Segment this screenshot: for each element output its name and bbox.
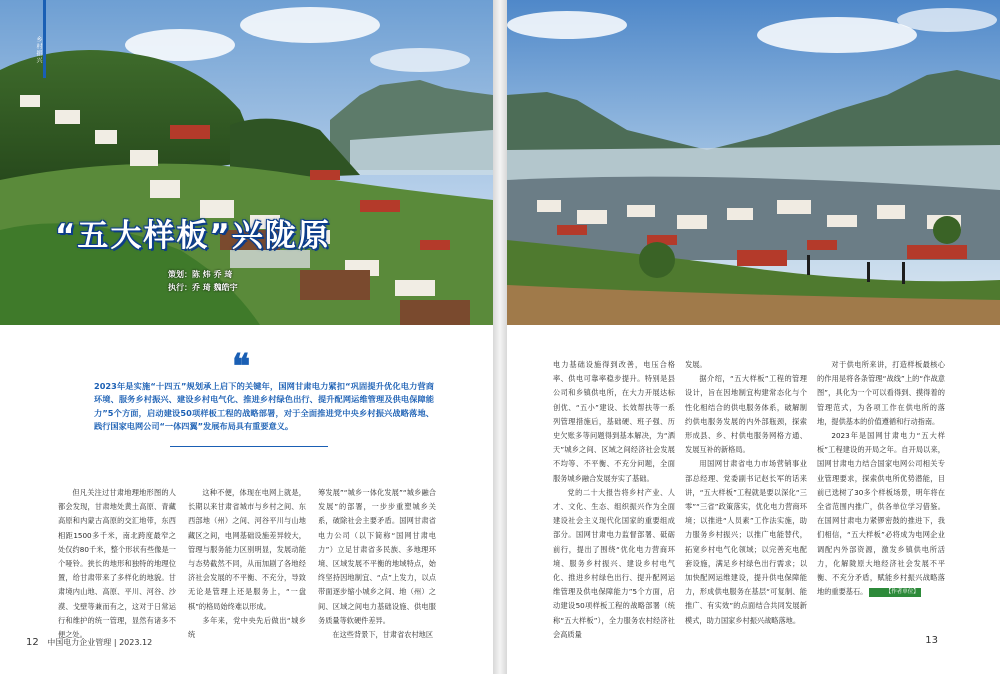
- article-title: “五大样板”兴陇原: [55, 218, 331, 254]
- quote-mark-icon: ❝: [232, 347, 251, 387]
- spine-gutter: [493, 0, 507, 674]
- paragraph: 对于供电所来讲，打造样板最核心的作用是将各条管理“战线”上的“作战意图”，具化为一个可以看得到、摸得着的管理范式，为各项工作在供电所的落地，提供基本的价值遵循和行动指南。: [817, 360, 945, 426]
- body-column-2: [188, 486, 306, 642]
- body-column-3: [318, 486, 436, 642]
- village-mountain-photo: [0, 0, 493, 325]
- right-hero-photo: [507, 0, 1000, 325]
- issue-date: 2023.12: [119, 638, 153, 647]
- page-footer-left: 12 中国电力企业管理 | 2023.12: [26, 637, 153, 648]
- body-column-6: [817, 358, 945, 599]
- body-column-5: [685, 358, 807, 628]
- paragraph: 但凡关注过甘肃地理地形图的人都会发现，甘肃地处黄土高原、青藏高原和内蒙古高原的交汇地带，东西相距1500多千米，南北跨度最窄之处仅约80千米，整个形状有些像是一个哑铃。狭长的地形和独特的地理位置，给甘肃带来了多样化的地貌。甘肃境内山地、高原、平川、河谷、沙漠、戈壁等兼而有之，这对于日常运行和维护的统一管理，显然有诸多不便之处。: [58, 488, 176, 640]
- executor-names: 乔 琦 魏皓宇: [192, 283, 238, 292]
- left-hero-photo: [0, 0, 493, 325]
- paragraph: 电力基础设施得到改善，电压合格率、供电可靠率稳步提升。特别是县公司和乡镇供电所，在大力开展达标创优、“五小”建设、长效帮扶等一系列管理措施后，基础硬、班子强、历史欠账多等问题得到基本解决，为“洒天”城乡之间、区域之间经济社会发展不均等、不平衡、不充分问题，全面服务城乡融合发展夯实了基础。: [553, 360, 675, 483]
- section-tag: 乡村振兴: [35, 36, 42, 64]
- paragraph: 在这些背景下，甘肃省农村地区: [332, 630, 434, 640]
- article-credits: [168, 268, 238, 294]
- right-page: [507, 0, 1000, 674]
- page-number-right: 13: [925, 635, 938, 646]
- body-column-1: [58, 486, 176, 642]
- paragraph: 发展。: [685, 360, 707, 369]
- accent-bar: [43, 0, 46, 78]
- paragraph: 筹发展”“城乡一体化发展”“城乡融合发展”的部署，一步步重塑城乡关系，破除社会主要矛盾。国网甘肃省电力公司（以下简称“国网甘肃电力”）立足甘肃省多民族、多地理环境、区域发展不平衡的地域特点，始终坚持因地制宜、“点”上发力，以点带面逐步缩小城乡之间、地（州）之间、区域之间电力基础设施、供电服务质量等软硬件差异。: [318, 488, 436, 625]
- paragraph-text: 2023年是国网甘肃电力“五大样板”工程建设的开局之年。自开局以来，国网甘肃电力结合国家电网公司相关专业管理要求，探索供电所优势潜能，目前已选树了30多个样板场景，明年将在全省范围内推广，供各单位学习借鉴。在国网甘肃电力紧锣密鼓的推进下，我们相信，“五大样板”必将成为电网企业调配内外部资源，激发乡镇供电所活力，化解陇原大地经济社会发展不平衡、不充分矛盾，赋能乡村振兴战略落地的重要基石。: [817, 431, 945, 597]
- executor-label: 执行：: [168, 283, 192, 292]
- paragraph: 用国网甘肃省电力市场营销事业部总经理、党委副书记赵长军的话来讲，“五大样板”工程就是要以深化“三零”“三省”政策落实，优化电力营商环境；以推进“人员素”工作法实施，助力服务乡村振兴；以推广电能替代，拓宽乡村电气化领域；以完善充电配套设施，满足乡村绿色出行需求；以加快配网运维建设，提升供电保障能力，形成供电服务在基层“可复制、能推广、有实效”的点面结合共同发展新模式，助力国家乡村振兴战略落地。: [685, 459, 807, 625]
- body-column-4: [553, 358, 675, 642]
- page-number: 12: [26, 637, 39, 648]
- paragraph: 多年来，党中央先后做出“城乡统: [188, 615, 306, 640]
- planner-label: 策划：: [168, 270, 192, 279]
- left-page: [0, 0, 493, 674]
- author-unit-badge: 【作者单位】: [869, 588, 920, 597]
- article-intro: 2023年是实施“十四五”规划承上启下的关键年，国网甘肃电力紧扣“巩固提升优化电力营商环境、服务乡村振兴、建设乡村电气化、推进乡村绿色出行、提升配网运维管理及供电保障能力”5个方面，启动建设50项样板工程的战略部署，对于全面推进党中央乡村振兴战略落地、践行国家电网公司“一体四翼”发展布局具有重要意义。: [94, 381, 434, 432]
- magazine-name: 中国电力企业管理: [47, 638, 112, 647]
- paragraph: 党的二十大报告将乡村产业、人才、文化、生态、组织振兴作为全面建设社会主义现代化国家的重要组成部分。国网甘肃电力监督部署、砥砺前行，提出了围绕“优化电力营商环境、服务乡村振兴、建设乡村电气化、推进乡村绿色出行、提升配网运维管理及供电保障能力”5个方面，启动建设50项样板工程的战略部署（统称“五大样板”），全力服务农村经济社会高质量: [553, 487, 675, 639]
- intro-divider: [170, 446, 328, 447]
- planner-names: 陈 炜 乔 琦: [192, 270, 233, 279]
- paragraph: 这种不便，体现在电网上就是，长期以来甘肃省城市与乡村之间、东西部地（州）之间、河谷平川与山地藏区之间，电网基础设施差异较大，管理与服务能力区别明显，发展动能与态势截然不同，从而加剧了各地经济社会发展的不平衡、不充分，导致无论是管理上还是服务上，“一盘棋”的格局始终难以形成。: [188, 488, 306, 611]
- paragraph: 据介绍，“五大样板”工程的管理设计，旨在因地制宜构建常态化与个性化相结合的供电服务体系，破解制约供电服务发展的内外部瓶颈，探索形成县、乡、村供电服务网格方通、发展互补的新格局。: [685, 374, 807, 455]
- paragraph: [817, 429, 945, 599]
- valley-town-photo: [507, 0, 1000, 325]
